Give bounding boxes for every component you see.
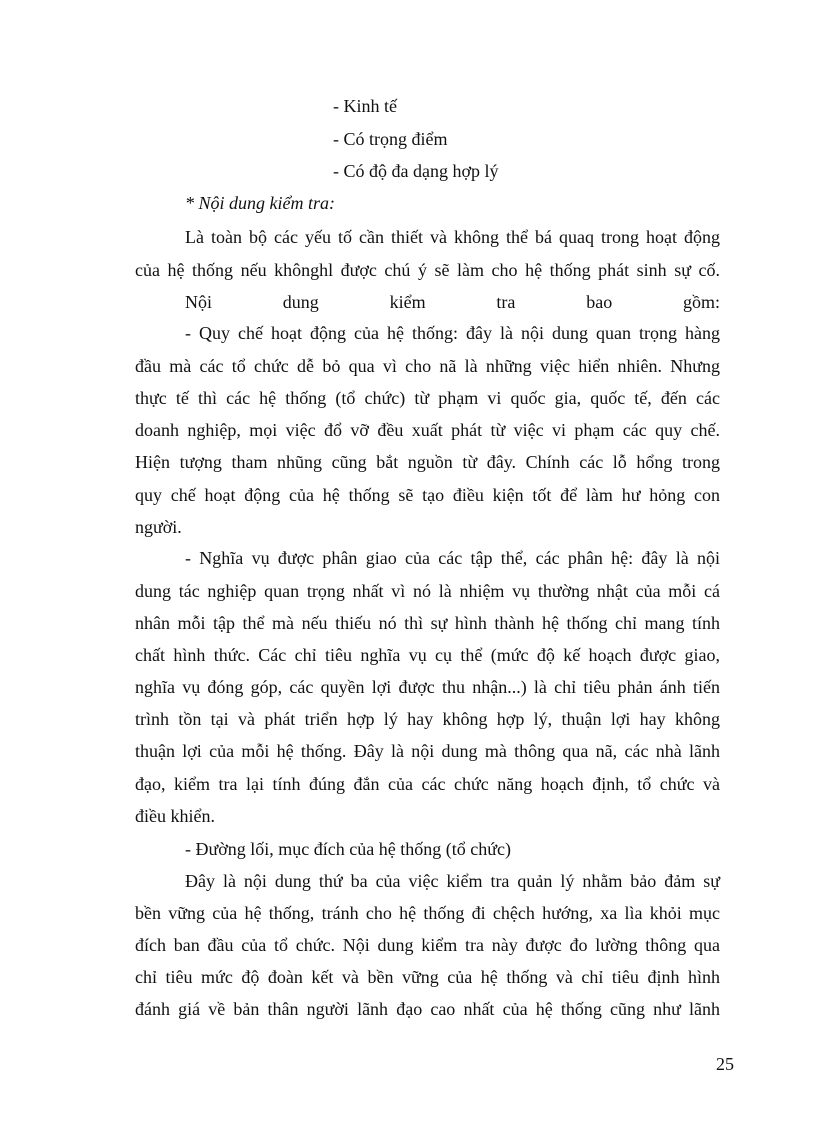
- text-line: của hệ thống nếu khônghl được chú ý sẽ làm cho hệ thống phát sinh sự cố.: [135, 260, 720, 280]
- text-line: - Nghĩa vụ được phân giao của các tập thể, các phân hệ: đây là nội: [185, 548, 720, 568]
- text-line: - Quy chế hoạt động của hệ thống: đây là nội dung quan trọng hàng: [185, 323, 720, 343]
- text-line: Đây là nội dung thứ ba của việc kiểm tra quản lý nhằm bảo đảm sự: [185, 871, 720, 891]
- text-line: người.: [135, 517, 182, 537]
- text-line: thuận lợi của mỗi hệ thống. Đây là nội dung mà thông qua nã, các nhà lãnh: [135, 741, 720, 761]
- page-number: 25: [716, 1054, 734, 1074]
- list-item: - Kinh tế: [333, 96, 397, 116]
- text-line: Là toàn bộ các yếu tố cần thiết và không thể bá quaq trong hoạt động: [185, 227, 720, 247]
- text-line: quy chế hoạt động của hệ thống sẽ tạo điều kiện tốt để làm hư hỏng con: [135, 485, 720, 505]
- text-line: đích ban đầu của tổ chức. Nội dung kiểm tra này được đo lường thông qua: [135, 935, 720, 955]
- text-line: - Đường lối, mục đích của hệ thống (tổ chức): [185, 839, 511, 859]
- text-line: chỉ tiêu mức độ đoàn kết và bền vững của hệ thống và chỉ tiêu định hình: [135, 967, 720, 987]
- text-line: Nội dung kiểm tra bao gồm:: [185, 292, 720, 312]
- section-heading: * Nội dung kiểm tra:: [185, 193, 335, 213]
- text-line: trình tồn tại và phát triển hợp lý hay không hợp lý, thuận lợi hay không: [135, 709, 720, 729]
- text-line: đầu mà các tổ chức dễ bỏ qua vì cho nã là những việc hiển nhiên. Nhưng: [135, 356, 720, 376]
- text-line: bền vững của hệ thống, tránh cho hệ thống đi chệch hướng, xa lìa khỏi mục: [135, 903, 720, 923]
- text-line: đạo, kiểm tra lại tính đúng đắn của các chức năng hoạch định, tổ chức và: [135, 774, 720, 794]
- list-item: - Có trọng điểm: [333, 129, 448, 149]
- text-line: nhân mỗi tập thể mà nếu thiếu nó thì sự hình thành hệ thống chỉ mang tính: [135, 613, 720, 633]
- text-line: nghĩa vụ đóng góp, các quyền lợi được thu nhận...) là chỉ tiêu phản ánh tiến: [135, 677, 720, 697]
- text-line: chất hình thức. Các chỉ tiêu nghĩa vụ cụ thể (mức độ kế hoạch được giao,: [135, 645, 720, 665]
- text-line: dung tác nghiệp quan trọng nhất vì nó là nhiệm vụ thường nhật của mỗi cá: [135, 581, 720, 601]
- text-line: thực tế thì các hệ thống (tổ chức) từ phạm vi quốc gia, quốc tế, đến các: [135, 388, 720, 408]
- text-line: Hiện tượng tham nhũng cũng bắt nguồn từ đây. Chính các lỗ hổng trong: [135, 452, 720, 472]
- text-line: doanh nghiệp, mọi việc đổ vỡ đều xuất phát từ việc vi phạm các quy chế.: [135, 420, 720, 440]
- list-item: - Có độ đa dạng hợp lý: [333, 161, 499, 181]
- text-line: đánh giá về bản thân người lãnh đạo cao nhất của hệ thống cũng như lãnh: [135, 999, 720, 1019]
- text-line: điều khiển.: [135, 806, 215, 826]
